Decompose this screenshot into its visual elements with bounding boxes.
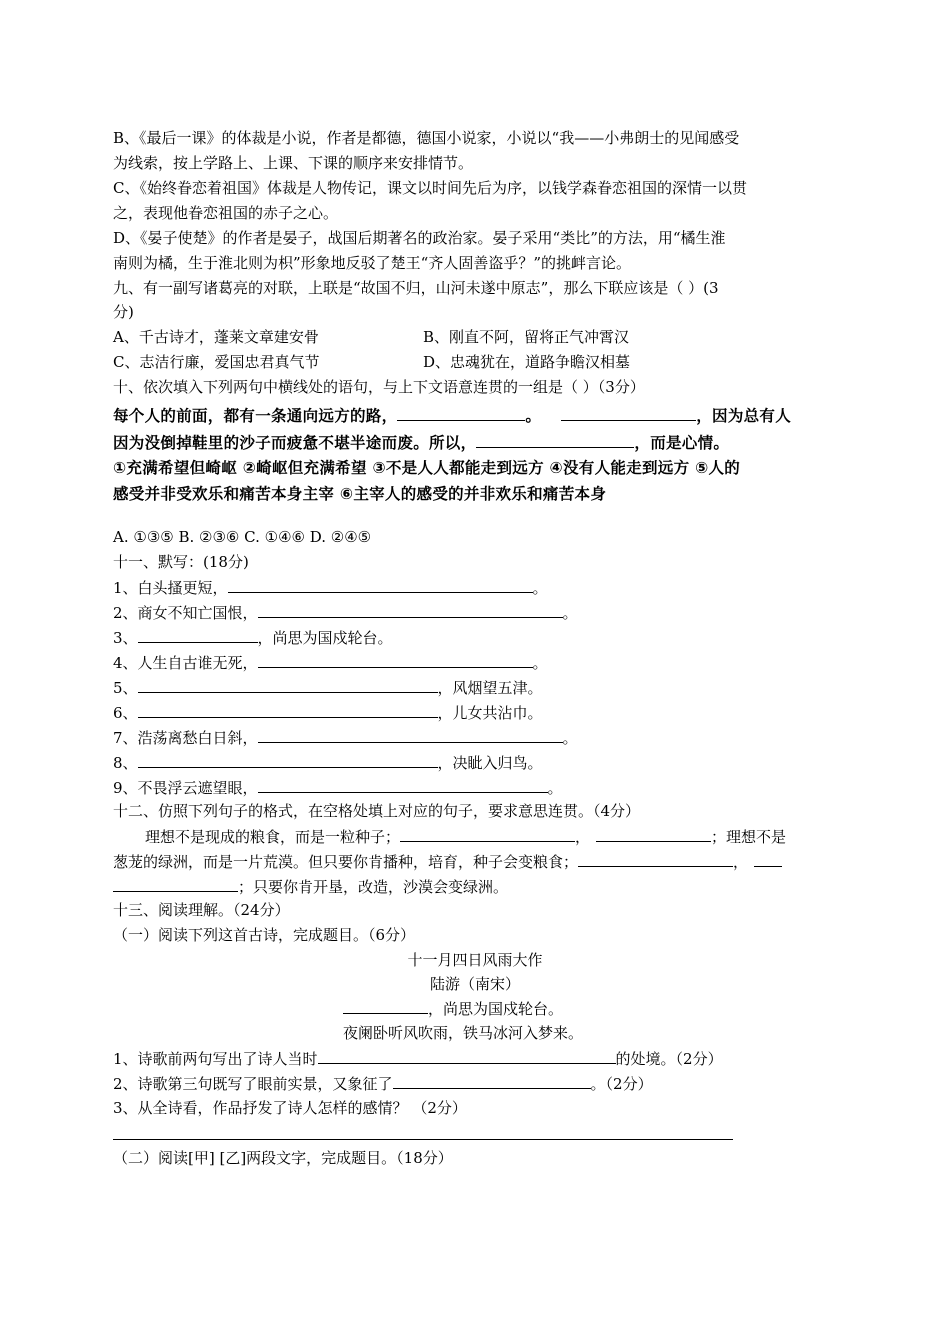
q9-option-d: D、忠魂犹在，道路争瞻汉相墓 [423,353,631,371]
recite-text: ，风烟望五津。 [437,679,543,697]
question-text: 1、诗歌前两句写出了诗人当时 [113,1050,318,1068]
reading-q1 [113,1048,723,1069]
recite-text: 5、 [113,679,138,697]
imitation-text: ， [575,828,591,846]
q10-text: ，因为总有人 [696,407,792,425]
option-d-line2: 南则为橘，生于淮北则为枳”形象地反驳了楚王“齐人固善盗乎？”的挑衅言论。 [113,254,632,272]
q10-text: 。 [525,407,542,425]
option-c-line1: C、《始终眷恋着祖国》体裁是人物传记，课文以时间先后为序，以钱学森眷恋祖国的深情一以贯 [113,179,747,197]
imitation-line3 [113,876,508,897]
imitation-line1 [145,826,786,847]
recite-item-9 [113,777,563,798]
reading-part-1: （一）阅读下列这首古诗，完成题目。（6分） [113,926,416,944]
recite-item-4 [113,652,548,673]
recite-text: 。 [562,729,578,747]
recite-item-7 [113,727,578,748]
q9-option-a: A、千古诗才，蓬莱文章建安骨 [113,328,319,346]
recite-text: 6、 [113,704,138,722]
answer-blank[interactable] [476,432,634,448]
recite-text: 。 [532,654,548,672]
imitation-line2 [113,851,782,872]
recite-text: ，尚思为国戍轮台。 [257,629,393,647]
imitation-text: 理想不是现成的粮食，而是一粒种子； [145,828,401,846]
answer-blank[interactable] [258,602,563,618]
reading-q3: 3、从全诗看，作品抒发了诗人怎样的感情？ （2分） [113,1099,467,1117]
recite-text: ，决眦入归鸟。 [437,754,543,772]
answer-blank[interactable] [138,677,438,693]
section-11-title: 十一、默写：(18分) [113,553,249,571]
answer-blank[interactable] [596,826,711,842]
section-12-title: 十二、仿照下列句子的格式，在空格处填上对应的句子，要求意思连贯。（4分） [113,802,641,820]
q9-option-c: C、志洁行廉，爱国忠君真气节 [113,353,320,371]
recite-item-5 [113,677,543,698]
recite-text: 4、人生自古谁无死， [113,654,258,672]
reading-part-2: （二）阅读[甲] [乙]两段文字，完成题目。（18分） [113,1149,453,1167]
recite-item-8 [113,752,543,773]
answer-blank[interactable] [578,851,733,867]
q10-options-line1: ①充满希望但崎岖 ②崎岖但充满希望 ③不是人人都能走到远方 ④没有人能走到远方 ⑤人的 [113,459,741,477]
question-9-cont: 分) [113,303,134,321]
answer-blank[interactable] [113,876,238,892]
recite-item-6 [113,702,543,723]
q10-options-line2: 感受并非受欢乐和痛苦本身主宰 ⑥主宰人的感受的并非欢乐和痛苦本身 [113,485,607,503]
answer-blank[interactable] [258,652,533,668]
imitation-text: ；理想不是 [711,828,787,846]
answer-blank[interactable] [343,998,428,1014]
imitation-text: 葱茏的绿洲，而是一片荒漠。但只要你肯播种，培育，种子会变粮食； [113,853,579,871]
option-b-line1: B、《最后一课》的体裁是小说，作者是都德，德国小说家，小说以“我——小弗朗士的见闻感受 [113,129,740,147]
answer-blank[interactable] [393,1073,591,1089]
question-10: 十、依次填入下列两句中横线处的语句，与上下文语意连贯的一组是（ ）（3分） [113,378,645,396]
recite-text: 2、商女不知亡国恨， [113,604,258,622]
answer-blank[interactable] [400,826,575,842]
answer-blank[interactable] [754,851,782,867]
imitation-text: ；只要你肯开垦，改造，沙漠会变绿洲。 [238,878,509,896]
recite-item-1 [113,577,548,598]
reading-q2 [113,1073,653,1094]
recite-text: 1、白头搔更短， [113,579,228,597]
recite-text: 8、 [113,754,138,772]
q9-option-b: B、刚直不阿，留将正气冲霄汉 [423,328,630,346]
q10-text: 因为没倒掉鞋里的沙子而疲惫不堪半途而废。所以， [113,434,477,452]
answer-blank[interactable] [258,777,548,793]
poem-author: 陆游（南宋） [429,975,520,993]
poem-text: ，尚思为国戍轮台。 [428,1000,564,1018]
answer-blank[interactable] [138,752,438,768]
option-c-line2: 之，表现他眷恋祖国的赤子之心。 [113,204,339,222]
recite-text: 。 [562,604,578,622]
section-13-title: 十三、阅读理解。（24分） [113,901,290,919]
q10-text: 每个人的前面，都有一条通向远方的路， [113,407,398,425]
recite-text: 9、不畏浮云遮望眼， [113,779,258,797]
poem-title: 十一月四日风雨大作 [407,951,543,969]
answer-blank[interactable] [318,1048,616,1064]
q10-choices: A. ①③⑤ B. ②③⑥ C. ①④⑥ D. ②④⑤ [113,528,372,546]
answer-blank[interactable] [138,627,258,643]
q10-passage-line1 [113,405,791,426]
q10-passage-line2 [113,432,729,453]
answer-blank[interactable] [397,405,525,421]
answer-blank[interactable] [228,577,533,593]
recite-text: 3、 [113,629,138,647]
option-b-line2: 为线索，按上学路上、上课、下课的顺序来安排情节。 [113,154,474,172]
q10-text: ，而是心情。 [634,434,730,452]
question-text: 。（2分） [590,1075,653,1093]
recite-item-3 [113,627,393,648]
question-text: 的处境。（2分） [615,1050,723,1068]
imitation-text: ， [733,853,749,871]
question-9: 九、有一副写诸葛亮的对联，上联是“故国不归，山河未遂中原志”，那么下联应该是（ ）(3 [113,279,719,297]
recite-item-2 [113,602,578,623]
answer-blank[interactable] [561,405,696,421]
poem-line-1 [343,998,563,1019]
poem-line-2: 夜阑卧听风吹雨，铁马冰河入梦来。 [343,1024,584,1042]
question-text: 2、诗歌第三句既写了眼前实景，又象征了 [113,1075,393,1093]
option-d-line1: D、《晏子使楚》的作者是晏子，战国后期著名的政治家。晏子采用“类比”的方法，用“橘生淮 [113,229,726,247]
answer-line[interactable] [113,1139,733,1140]
answer-blank[interactable] [138,702,438,718]
recite-text: ，儿女共沾巾。 [437,704,543,722]
answer-blank[interactable] [258,727,563,743]
recite-text: 。 [547,779,563,797]
recite-text: 。 [532,579,548,597]
recite-text: 7、浩荡离愁白日斜， [113,729,258,747]
